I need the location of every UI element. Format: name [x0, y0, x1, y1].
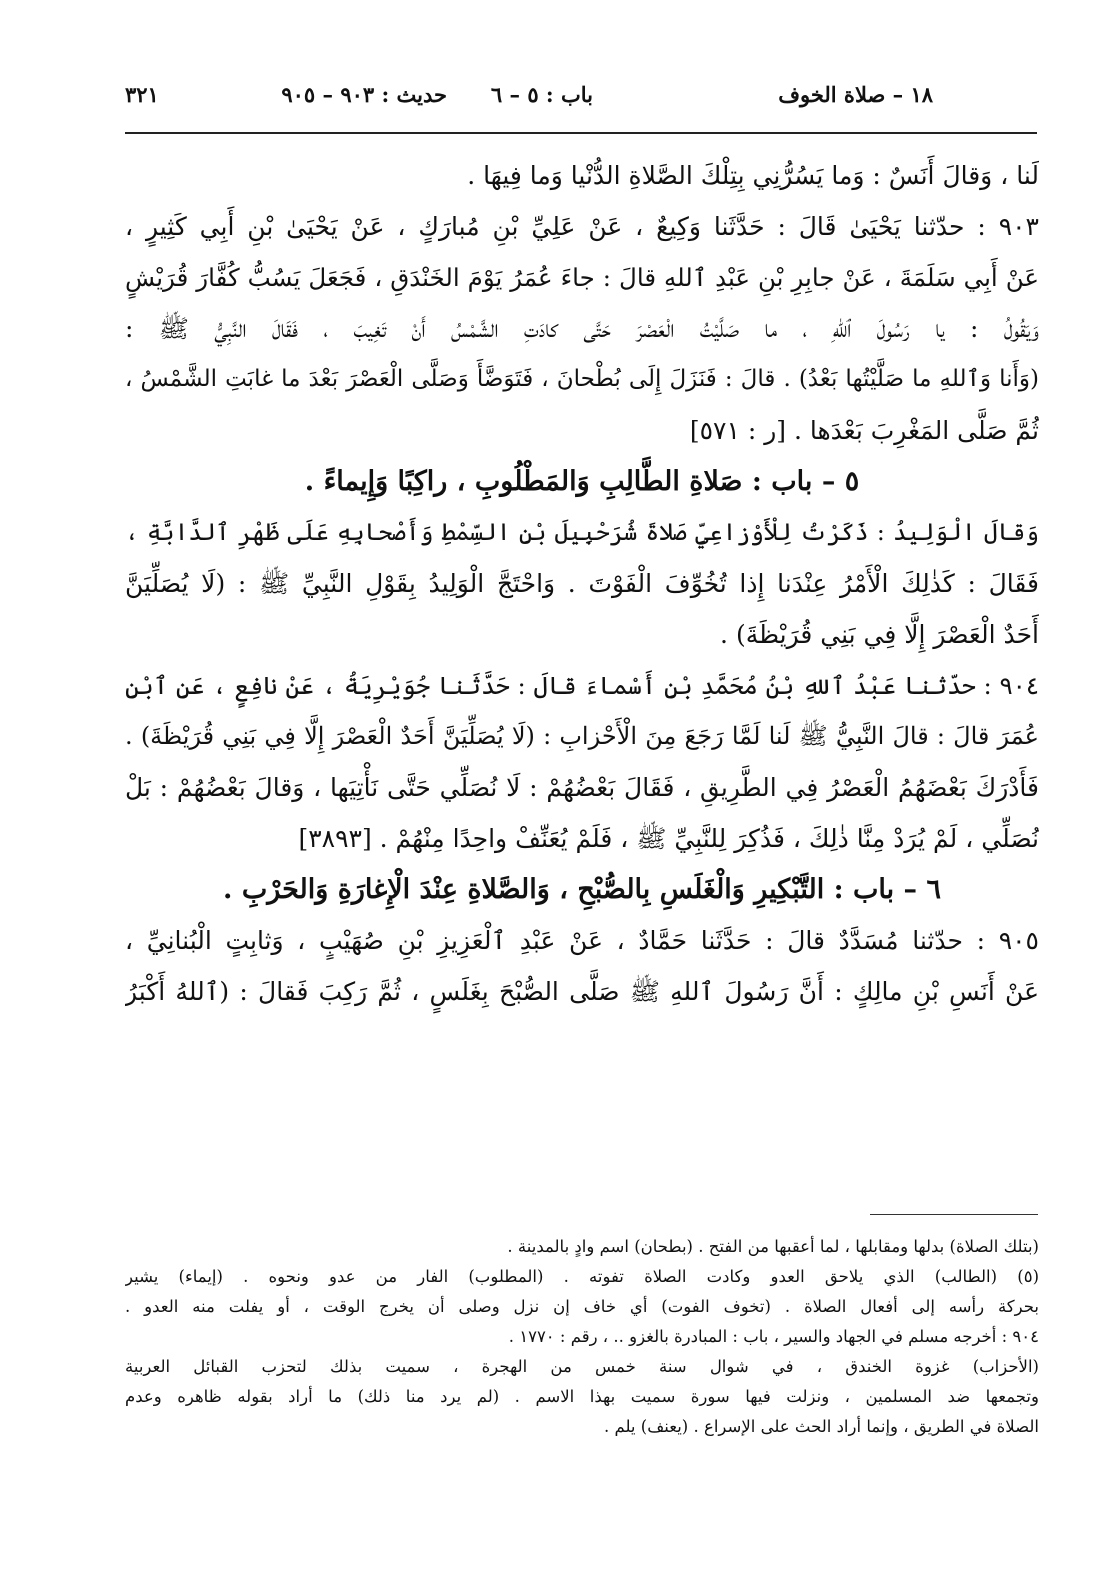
header-rule [125, 132, 1037, 134]
text-line: عَنْ أَنَسِ بْنِ مالِكٍ : أَنَّ رَسُولَ ٱللهِ ﷺ صَلَّى الصُّبْحَ بِغَلَسٍ ، ثُمَّ رَكِبَ فَقالَ : (ٱللهُ أَكْبَرُ [125, 977, 1039, 1006]
text-line: (وَأَنا وَٱللهِ ما صَلَّيْتُها بَعْدُ) . قالَ : فَنَزَلَ إِلَى بُطْحانَ ، فَتَوَضَّأَ وَصَلَّى الْعَصْرَ بَعْدَ ما غابَتِ الشَّمْسُ ، [125, 366, 1039, 392]
footnote-line: الصلاة في الطريق ، وإنما أراد الحث على الإسراع . (يعنف) يلم . [603, 1417, 1039, 1436]
text-line: ٩٠٣ : حدّثنا يَحْيَىٰ قَالَ : حَدَّثَنا وَكِيعٌ ، عَنْ عَلِيِّ بْنِ مُبارَكٍ ، عَنْ يَحْيَىٰ بْنِ أَبِي كَثِيرٍ ، [125, 212, 1039, 241]
hadith-range: حديث : ٩٠٣ – ٩٠٥ [281, 82, 447, 107]
footnote-line: وتجمعها ضد المسلمين ، ونزلت فيها سورة سميت بهذا الاسم . (لم يرد منا ذلك) ما أراد بقوله ظاهره وعدم [125, 1387, 1039, 1406]
text-line: فَقَالَ : كَذٰلِكَ الْأَمْرُ عِنْدَنا إِذا تُخُوِّفَ الْفَوْتَ . وَاحْتَجَّ الْوَلِيدُ بِقَوْلِ النَّبِيِّ ﷺ : (لَا يُصَلِّيَنَّ [125, 569, 1039, 598]
page-number: ٣٢١ [125, 82, 159, 107]
text-line: ٩٠٥ : حدّثنا مُسَدَّدٌ قالَ : حَدَّثَنا حَمَّادٌ ، عَنْ عَبْدِ ٱلْعَزِيزِ بْنِ صُهَيْبٍ ، وَثابِتٍ الْبُنانِيِّ ، [125, 926, 1039, 955]
section-heading: ٦ – باب : التَّبْكِيرِ وَالْغَلَسِ بِالصُّبْحِ ، وَالصَّلاةِ عِنْدَ الْإِغارَةِ وَالحَرْبِ . [223, 874, 941, 905]
text-line: لَنا ، وَقالَ أَنَسٌ : وَما يَسُرُّنِي بِتِلْكَ الصَّلاةِ الدُّنْيا وَما فِيهَا . [467, 161, 1039, 190]
footnote-line: ٩٠٤ : أخرجه مسلم في الجهاد والسير ، باب : المبادرة بالغزو .. ، رقم : ١٧٧٠ . [508, 1327, 1039, 1346]
text-line: نُصَلِّي ، لَمْ يُرَدْ مِنَّا ذٰلِكَ ، فَذُكِرَ لِلنَّبِيِّ ﷺ ، فَلَمْ يُعَنِّفْ واحِدًا مِنْهُمْ . [٣٨٩٣] [298, 824, 1039, 853]
footnotes [125, 1232, 1039, 1442]
footnote-line: (بتلك الصلاة) بدلها ومقابلها ، لما أعقبها من الفتح . (بطحان) اسم وادٍ بالمدينة . [507, 1237, 1039, 1256]
footnote-line: (الأحزاب) غزوة الخندق ، في شوال سنة خمس من الهجرة ، سميت بذلك لتحزب القبائل العربية [125, 1357, 1039, 1376]
footnote-line: بحركة رأسه إلى أفعال الصلاة . (تخوف الفوت) أي خاف إن نزل وصلى أن يخرج الوقت ، أو يفلت منه العدو . [125, 1297, 1039, 1316]
section-heading: ٥ – باب : صَلاةِ الطَّالِبِ وَالمَطْلُوبِ ، راكِبًا وَإِيماءً . [304, 466, 860, 497]
footnote-line: (٥) (الطالب) الذي يلاحق العدو وكادت الصلاة تفوته . (المطلوب) الفار من عدو ونحوه . (إيماء) يشير [125, 1267, 1039, 1286]
chapter-title: ١٨ – صلاة الخوف [778, 82, 933, 107]
text-line: فَأَدْرَكَ بَعْضَهُمُ الْعَصْرُ فِي الطَّرِيقِ ، فَقَالَ بَعْضُهُمْ : لَا نُصَلِّي حَتَّى نَأْتِيَها ، وَقالَ بَعْضُهُمْ : بَلْ [125, 773, 1039, 802]
footnote-rule [870, 1214, 1038, 1215]
main-text [125, 150, 1039, 1017]
text-line: عَنْ أَبِي سَلَمَةَ ، عَنْ جابِرِ بْنِ عَبْدِ ٱللهِ قالَ : جاءَ عُمَرُ يَوْمَ الخَنْدَقِ ، فَجَعَلَ يَسُبُّ كُفَّارَ قُرَيْشٍ [125, 263, 1039, 292]
text-line: أَحَدٌ الْعَصْرَ إِلَّا فِي بَنِي قُرَيْظَةَ) . [720, 620, 1039, 649]
text-line: ٩٠٤ : حدّثنا عَبْدُ ٱللهِ بْنُ مُحَمَّدِ بْنِ أَسْماءَ قالَ : حَدَّثَنا جُوَيْرِيَةُ ، عَنْ نافِعٍ ، عَنِ ٱبْنِ [125, 671, 1039, 700]
text-line: وَيَقُولُ : يا رَسُولَ ٱللهِ ، ما صَلَّيْتُ الْعَصْرَ حَتَّى كادَتِ الشَّمْسُ أَنْ تَغِيبَ ، فَقَالَ النَّبِيُّ ﷺ : [125, 314, 1039, 343]
text-line: عُمَرَ قالَ : قالَ النَّبِيُّ ﷺ لَنا لَمَّا رَجَعَ مِنَ الْأَحْزابِ : (لَا يُصَلِّيَنَّ أَحَدٌ الْعَصْرَ إِلَّا فِي بَنِي قُرَيْظَةَ) . [125, 722, 1039, 750]
text-line: وَقالَ الْوَلِيدُ : ذَكَرْتُ لِلْأَوْزاعِيِّ صَلاةَ شُرَحْبِيلَ بْنِ السِّمْطِ وَأَصْحابِهِ عَلَى ظَهْرِ ٱلدَّابَّةِ ، [125, 518, 1039, 546]
bab-range: باب : ٥ – ٦ [490, 82, 593, 107]
running-header [125, 78, 933, 118]
text-line: ثُمَّ صَلَّى المَغْرِبَ بَعْدَها . [ر : ٥٧١] [689, 416, 1039, 445]
